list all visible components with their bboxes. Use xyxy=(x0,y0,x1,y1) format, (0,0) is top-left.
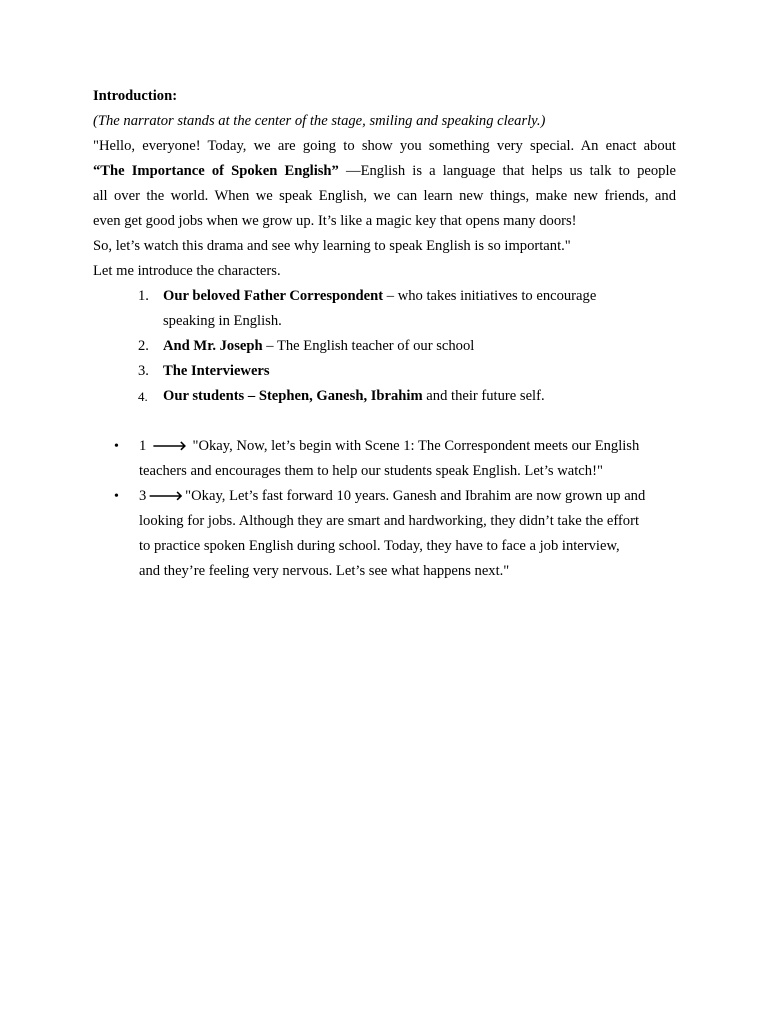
introduction-heading: Introduction: xyxy=(93,88,178,104)
stage-direction: (The narrator stands at the center of the stage, smiling and speaking clearly.) xyxy=(93,113,546,129)
scene-number: 3 xyxy=(139,488,147,504)
scene-text-line: teachers and encourages them to help our students speak English. Let’s watch!" xyxy=(139,463,603,479)
bullet-icon: • xyxy=(114,439,119,454)
blank-line xyxy=(93,409,676,434)
list-item xyxy=(93,384,676,409)
list-number: 4. xyxy=(138,389,148,404)
character-name: Our students – Stephen, Ganesh, Ibrahim xyxy=(163,388,423,404)
list-item xyxy=(93,284,676,334)
right-arrow-icon: 🡒 xyxy=(151,439,187,454)
speech-line-2-rest: —English is a language that helps us talk to people xyxy=(338,163,676,179)
character-description-continued: speaking in English. xyxy=(163,313,282,329)
scene-text-line: to practice spoken English during school. Today, they have to face a job interview, xyxy=(139,538,620,554)
speech-line-5: So, let’s watch this drama and see why learning to speak English is so important." xyxy=(93,238,571,254)
list-item xyxy=(93,484,676,584)
speech-line-1: "Hello, everyone! Today, we are going to show you something very special. An enact about xyxy=(93,138,676,154)
bullet-icon: • xyxy=(114,489,119,504)
list-item xyxy=(93,334,676,359)
scene-number: 1 xyxy=(139,438,147,454)
list-item xyxy=(93,359,676,384)
speech-line-3: all over the world. When we speak English, we can learn new things, make new friends, and xyxy=(93,188,676,204)
right-arrow-icon: 🡒 xyxy=(148,489,184,504)
scene-text-line: and they’re feeling very nervous. Let’s see what happens next." xyxy=(139,563,510,579)
list-number: 3. xyxy=(138,363,149,379)
character-name: The Interviewers xyxy=(163,363,270,379)
character-description: and their future self. xyxy=(422,388,545,404)
document-page xyxy=(93,84,676,584)
speech-line-6: Let me introduce the characters. xyxy=(93,263,281,279)
scene-text-line: "Okay, Now, let’s begin with Scene 1: The Correspondent meets our English xyxy=(192,438,640,454)
character-description: – The English teacher of our school xyxy=(262,338,475,354)
speech-line-2 xyxy=(93,159,676,184)
scenes-list xyxy=(93,434,676,584)
scene-text-line: "Okay, Let’s fast forward 10 years. Ganesh and Ibrahim are now grown up and xyxy=(185,488,646,504)
speech-line-4: even get good jobs when we grow up. It’s like a magic key that opens many doors! xyxy=(93,213,577,229)
character-name: And Mr. Joseph xyxy=(163,338,263,354)
scene-text-line: looking for jobs. Although they are smart and hardworking, they didn’t take the effort xyxy=(139,513,639,529)
characters-list xyxy=(93,284,676,409)
character-description: – who takes initiatives to encourage xyxy=(383,288,597,304)
list-number: 2. xyxy=(138,338,149,354)
character-name: Our beloved Father Correspondent xyxy=(163,288,384,304)
list-number: 1. xyxy=(138,288,149,304)
list-item xyxy=(93,434,676,484)
play-title: “The Importance of Spoken English” xyxy=(93,163,339,179)
